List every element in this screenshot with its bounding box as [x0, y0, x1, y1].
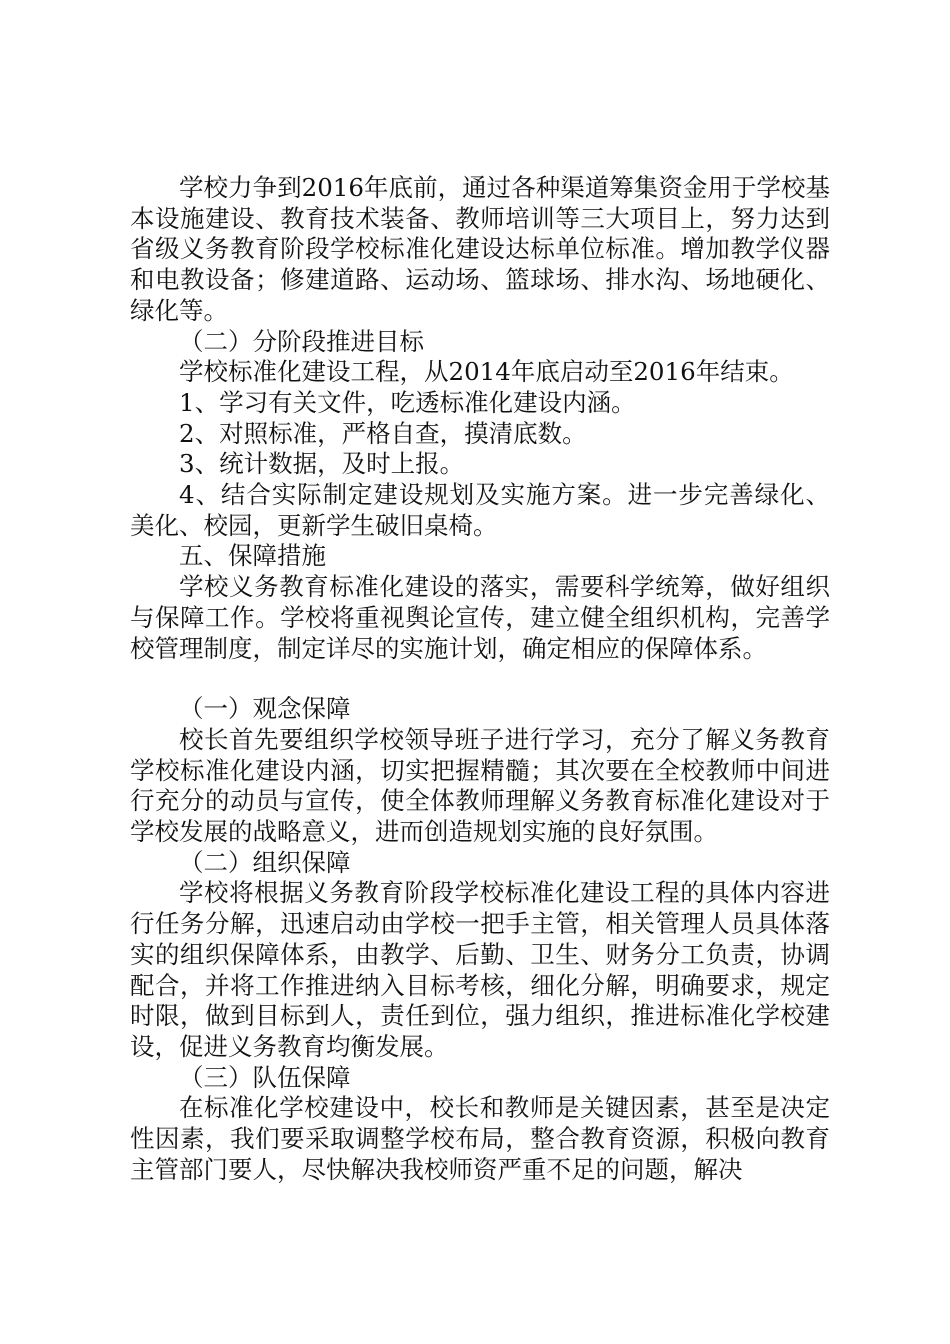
heading-safeguards: 五、保障措施: [179, 541, 326, 571]
list-item-2: 2、对照标准，严格自查，摸清底数。: [179, 418, 587, 448]
heading-staff-safeguard: （三）队伍保障: [179, 1062, 351, 1092]
document-body: [130, 173, 830, 1186]
paragraph-staff-safeguard: 在标准化学校建设中，校长和教师是关键因素，甚至是决定性因素，我们要采取调整学校布局，整合教育资源，积极向教育主管部门要人，尽快解决我校师资严重不足的问题，解决: [130, 1093, 830, 1184]
paragraph-concept-safeguard: 校长首先要组织学校领导班子进行学习，充分了解义务教育学校标准化建设内涵，切实把握精髓；其次要在全校教师中间进行充分的动员与宣传，使全体教师理解义务教育标准化建设对于学校发展的战略意义，进而创造规划实施的良好氛围。: [130, 724, 830, 847]
paragraph-project-timeline: 学校标准化建设工程，从2014年底启动至2016年结束。: [179, 357, 794, 387]
heading-organization-safeguard: （二）组织保障: [179, 847, 351, 877]
paragraph-safeguards-intro: 学校义务教育标准化建设的落实，需要科学统筹，做好组织与保障工作。学校将重视舆论宣传，建立健全组织机构，完善学校管理制度，制定详尽的实施计划，确定相应的保障体系。: [130, 572, 830, 663]
paragraph-funding-goal: 学校力争到2016年底前，通过各种渠道筹集资金用于学校基本设施建设、教育技术装备、教师培训等三大项目上，努力达到省级义务教育阶段学校标准化建设达标单位标准。增加教学仪器和电教设备；修建道路、运动场、篮球场、排水沟、场地硬化、绿化等。: [130, 173, 830, 325]
list-item-1: 1、学习有关文件，吃透标准化建设内涵。: [179, 387, 636, 417]
paragraph-spacer: [130, 664, 830, 694]
paragraph-organization-safeguard: 学校将根据义务教育阶段学校标准化建设工程的具体内容进行任务分解，迅速启动由学校一把手主管，相关管理人员具体落实的组织保障体系，由教学、后勤、卫生、财务分工负责，协调配合，并将工作推进纳入目标考核，细化分解，明确要求，规定时限，做到目标到人，责任到位，强力组织，推进标准化学校建设，促进义务教育均衡发展。: [130, 878, 830, 1061]
list-item-3: 3、统计数据，及时上报。: [179, 449, 465, 479]
heading-concept-safeguard: （一）观念保障: [179, 694, 351, 724]
heading-phased-goals: （二）分阶段推进目标: [179, 326, 424, 356]
list-item-4: 4、结合实际制定建设规划及实施方案。进一步完善绿化、美化、校园，更新学生破旧桌椅。: [130, 480, 830, 540]
